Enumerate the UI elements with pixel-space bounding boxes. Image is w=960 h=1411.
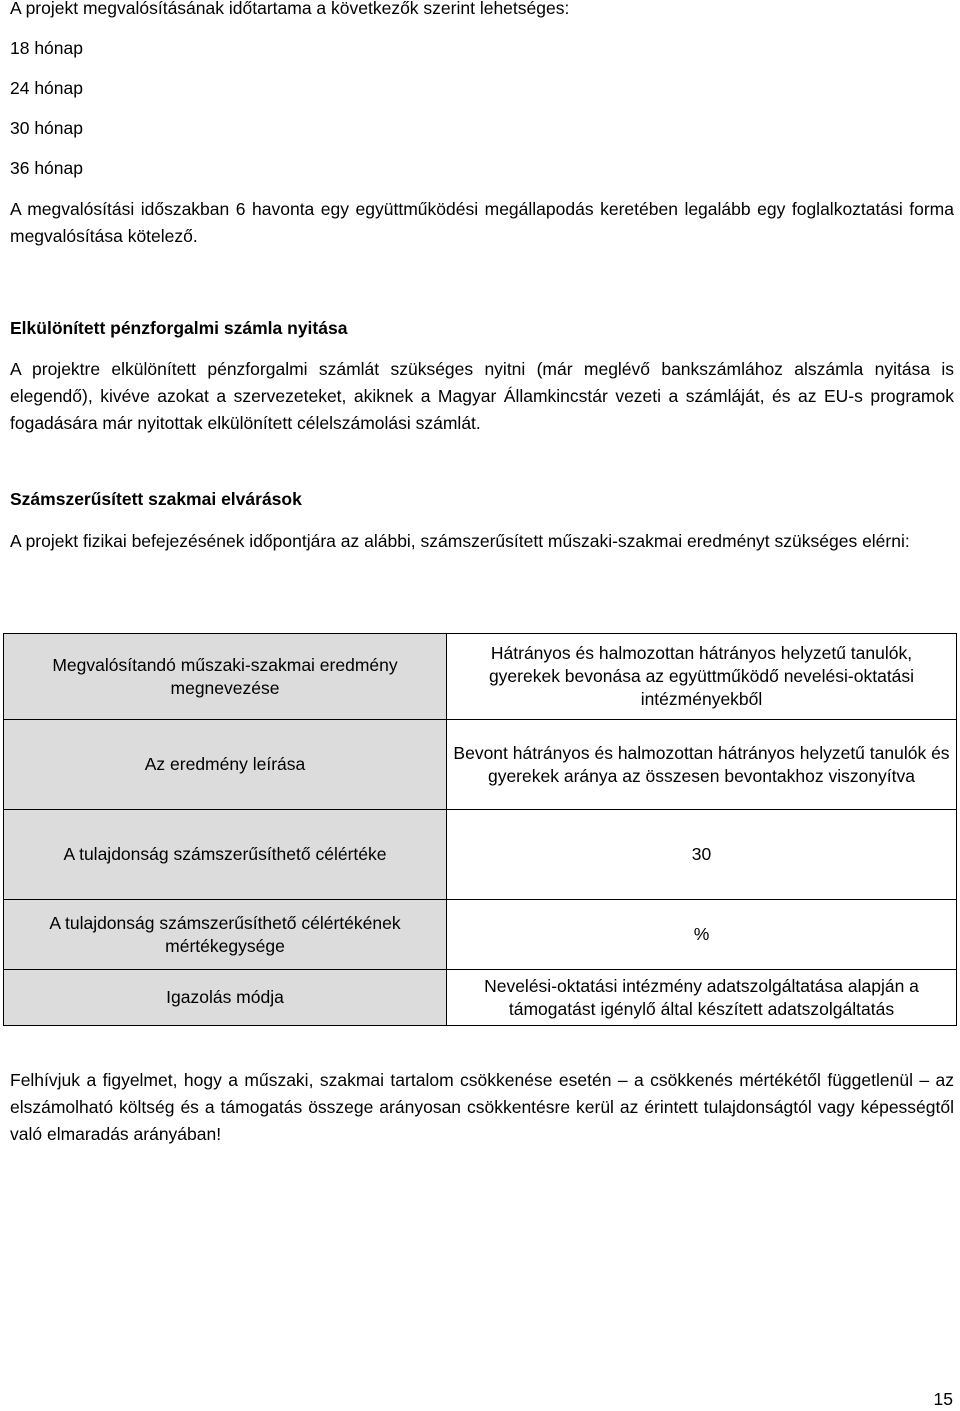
table-row (4, 900, 957, 970)
account-text: A projektre elkülönített pénzforgalmi számlát szükséges nyitni (már meglévő bankszámlához alszámla nyitása is elegendő), kivéve azokat a szervezeteket, akiknek a Magyar Államkincstár vezeti a számláját, és az EU-s programok fogadására már nyitottak elkülönített célelszámolási számlát. (10, 359, 954, 433)
result-name-value: Hátrányos és halmozottan hátrányos helyzetű tanulók, gyerekek bevonása az együttműködő nevelési-oktatási intézményekből (447, 634, 957, 720)
target-unit-label: A tulajdonság számszerűsíthető célértékének mértékegysége (4, 900, 447, 970)
duration-note: A megvalósítási időszakban 6 havonta egy együttműködési megállapodás keretében legalább egy foglalkoztatási forma megvalósítása kötelező. (10, 199, 954, 246)
table-row (4, 720, 957, 810)
table-row (4, 810, 957, 900)
result-description-value: Bevont hátrányos és halmozottan hátrányos helyzetű tanulók és gyerekek aránya az összesen bevontakhoz viszonyítva (447, 720, 957, 810)
target-value: 30 (447, 810, 957, 900)
duration-option-24: 24 hónap (10, 78, 83, 98)
duration-option-30: 30 hónap (10, 118, 83, 138)
result-table (3, 633, 957, 1026)
table-row (4, 970, 957, 1026)
target-value-label: A tulajdonság számszerűsíthető célértéke (4, 810, 447, 900)
expectations-text: A projekt fizikai befejezésének időpontjára az alábbi, számszerűsített műszaki-szakmai eredményt szükséges elérni: (10, 531, 910, 551)
verification-value: Nevelési-oktatási intézmény adatszolgáltatása alapján a támogatást igénylő által készített adatszolgáltatás (447, 970, 957, 1026)
result-name-label: Megvalósítandó műszaki-szakmai eredmény megnevezése (4, 634, 447, 720)
account-heading: Elkülönített pénzforgalmi számla nyitása (10, 318, 348, 338)
page-number: 15 (933, 1389, 953, 1409)
table-row (4, 634, 957, 720)
warning-text: Felhívjuk a figyelmet, hogy a műszaki, szakmai tartalom csökkenése esetén – a csökkenés mértékétől függetlenül – az elszámolható költség és a támogatás összege arányosan csökkentésre kerül az érintett tulajdonságtól vagy képességtől való elmaradás arányában! (10, 1070, 954, 1144)
result-description-label: Az eredmény leírása (4, 720, 447, 810)
duration-intro: A projekt megvalósításának időtartama a következők szerint lehetséges: (10, 0, 570, 18)
duration-option-36: 36 hónap (10, 158, 83, 178)
verification-label: Igazolás módja (4, 970, 447, 1026)
expectations-heading: Számszerűsített szakmai elvárások (10, 489, 302, 509)
duration-option-18: 18 hónap (10, 38, 83, 58)
target-unit-value: % (447, 900, 957, 970)
